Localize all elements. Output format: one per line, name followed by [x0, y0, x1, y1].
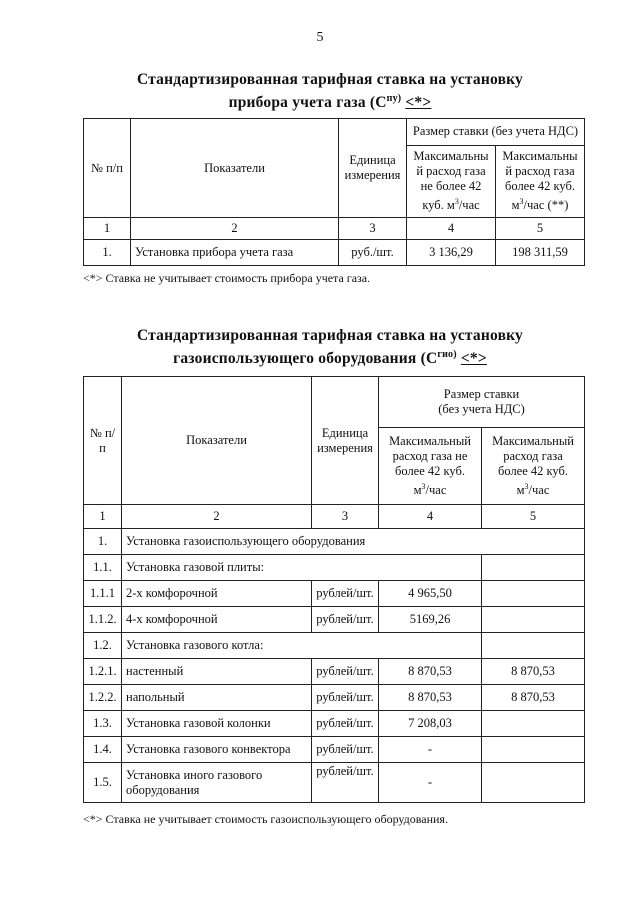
row-name: настенный [122, 659, 312, 685]
numbering-cell: 5 [482, 505, 585, 529]
table-row [84, 240, 585, 266]
gas-equipment-installation-rate-table [83, 376, 585, 803]
page-number: 5 [316, 30, 324, 45]
row-num: 1.3. [84, 711, 122, 737]
header-indicators: Показатели [122, 377, 312, 505]
row-value-1: - [379, 763, 482, 803]
row-value-1: 7 208,03 [379, 711, 482, 737]
row-num: 1.2.1. [84, 659, 122, 685]
row-unit: руб./шт. [339, 240, 407, 266]
table-row [84, 607, 585, 633]
row-num: 1.2.2. [84, 685, 122, 711]
row-name: Установка газового котла: [122, 633, 482, 659]
row-value-2 [482, 607, 585, 633]
row-name: Установка прибора учета газа [131, 240, 339, 266]
header-col-max-le-42: Максимальны й расход газа не более 42 куб. $м^3$/час [407, 145, 496, 217]
row-value-1: 8 870,53 [379, 685, 482, 711]
header-rate-group: Размер ставки (без учета НДС) [379, 377, 585, 428]
section1-title-line2 [60, 89, 600, 112]
row-num: 1. [84, 240, 131, 266]
header-unit: Единица измерения [339, 119, 407, 218]
table-row [84, 685, 585, 711]
row-num: 1. [84, 529, 122, 555]
section1-title-line1: Стандартизированная тарифная ставка на установку [136, 71, 524, 88]
row-name: напольный [122, 685, 312, 711]
row-unit: рублей/шт. [312, 737, 379, 763]
section1-title-prefix: прибора учета газа (С [228, 94, 387, 112]
row-name: Установка газоиспользующего оборудования [122, 529, 585, 555]
numbering-cell: 2 [131, 218, 339, 240]
row-name: 4-х комфорочной [122, 607, 312, 633]
numbering-cell: 2 [122, 505, 312, 529]
row-unit: рублей/шт. [312, 659, 379, 685]
section2-title-prefix: газоиспользующего оборудования (С [173, 350, 438, 368]
row-name: 2-х комфорочной [122, 581, 312, 607]
table-row [84, 659, 585, 685]
row-unit: рублей/шт. [312, 685, 379, 711]
header-rate-group: Размер ставки (без учета НДС) [407, 119, 585, 146]
header-col-max-gt-42: Максимальны й расход газа более 42 куб. $м^3$/час (**) [496, 145, 585, 217]
row-value-1: 4 965,50 [379, 581, 482, 607]
section2-title-line1: Стандартизированная тарифная ставка на установку [136, 327, 524, 344]
section1-footnote: <*> Ставка не учитывает стоимость прибора учета газа. [83, 271, 371, 285]
row-num: 1.2. [84, 633, 122, 659]
table-row [84, 763, 585, 803]
row-name: Установка газового конвектора [122, 737, 312, 763]
row-unit: рублей/шт. [312, 763, 379, 803]
row-num: 1.1. [84, 555, 122, 581]
section1-title-footnote-mark: <*> [405, 94, 432, 112]
row-name: Установка газовой плиты: [122, 555, 482, 581]
row-unit: рублей/шт. [312, 711, 379, 737]
row-num: 1.5. [84, 763, 122, 803]
row-value-2 [482, 711, 585, 737]
row-num: 1.1.2. [84, 607, 122, 633]
row-value-2 [482, 633, 585, 659]
section2-title [60, 326, 600, 368]
header-unit: Единица измерения [312, 377, 379, 505]
section2-title-footnote-mark: <*> [460, 350, 487, 368]
row-name: Установка газовой колонки [122, 711, 312, 737]
numbering-cell: 1 [84, 505, 122, 529]
row-name: Установка иного газового оборудования [122, 763, 312, 803]
section2-title-line2 [60, 345, 600, 368]
table-row [84, 529, 585, 555]
table-row [84, 737, 585, 763]
row-value-2 [482, 581, 585, 607]
row-value-2: 8 870,53 [482, 659, 585, 685]
table-row [84, 581, 585, 607]
row-value-1: 5169,26 [379, 607, 482, 633]
numbering-cell: 1 [84, 218, 131, 240]
numbering-cell: 3 [339, 218, 407, 240]
section2-title-sup: гио) [437, 349, 457, 360]
header-num: № п/п [84, 119, 131, 218]
header-col-max-gt-42: Максимальный расход газа более 42 куб. $м^3$/час [482, 428, 585, 505]
row-value-1: 8 870,53 [379, 659, 482, 685]
row-num: 1.1.1 [84, 581, 122, 607]
header-num: № п/п [84, 377, 122, 505]
row-value-2 [482, 737, 585, 763]
row-value-1: - [379, 737, 482, 763]
row-unit: рублей/шт. [312, 581, 379, 607]
table-row [84, 711, 585, 737]
row-value-2 [482, 555, 585, 581]
table-row [84, 633, 585, 659]
header-col-max-le-42: Максимальный расход газа не более 42 куб. $м^3$/час [379, 428, 482, 505]
row-value-2: 8 870,53 [482, 685, 585, 711]
numbering-cell: 5 [496, 218, 585, 240]
numbering-cell: 4 [407, 218, 496, 240]
row-value-2: 198 311,59 [496, 240, 585, 266]
table-row [84, 555, 585, 581]
section1-title-sup: пу) [386, 93, 402, 104]
numbering-cell: 4 [379, 505, 482, 529]
section2-footnote: <*> Ставка не учитывает стоимость газоиспользующего оборудования. [83, 812, 448, 826]
meter-installation-rate-table [83, 118, 585, 266]
row-value-1: 3 136,29 [407, 240, 496, 266]
section1-title [60, 70, 600, 112]
row-num: 1.4. [84, 737, 122, 763]
row-unit: рублей/шт. [312, 607, 379, 633]
header-indicators: Показатели [131, 119, 339, 218]
row-value-2 [482, 763, 585, 803]
numbering-cell: 3 [312, 505, 379, 529]
